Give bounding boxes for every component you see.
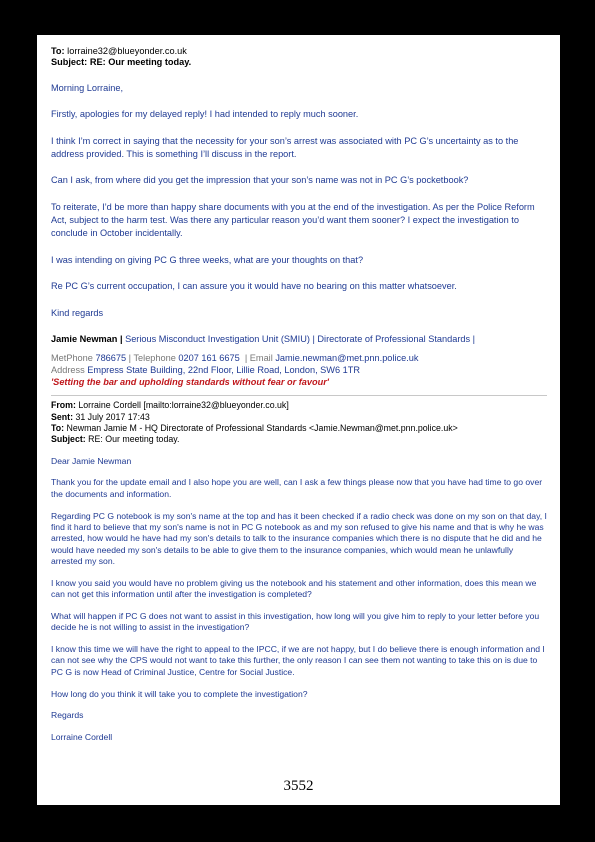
original-paragraph: What will happen if PC G does not want to assist in this investigation, how long will you give him to reply to your letter before you decide he is not willing to assist in the investigation? xyxy=(51,610,540,633)
original-sent-label: Sent: xyxy=(51,411,73,422)
original-subject-value: RE: Our meeting today. xyxy=(88,434,180,445)
original-paragraph: I know you said you would have no problem giving us the notebook and his statement and other information, does this mean we can not get this information until after the investigation is completed? xyxy=(51,577,537,599)
signature-contact-line: MetPhone 786675 | Telephone 0207 161 6675 | Email Jamie.newman@met.pnn.police.uk xyxy=(51,353,419,364)
original-paragraph: I know this time we will have the right to appeal to the IPCC, if we are not happy, but I do believe there is enough information and I can not see why the CPS would not want to take this further, the only reason I can see them not wanting to take this on is due to PC G is now Head of Criminal Justice, Centre for Social Justice. xyxy=(51,644,545,677)
metphone-label: MetPhone xyxy=(51,353,93,364)
reply-body xyxy=(51,82,547,320)
original-paragraph: Lorraine Cordell xyxy=(51,732,113,743)
original-to-value: Newman Jamie M - HQ Directorate of Professional Standards <Jamie.Newman@met.pnn.police.uk> xyxy=(66,422,458,433)
original-sent-value: 31 July 2017 17:43 xyxy=(75,411,150,422)
signature-name: Jamie Newman | xyxy=(51,334,123,345)
original-to-line xyxy=(51,423,547,434)
original-from-value: Lorraine Cordell [mailto:lorraine32@blueyonder.co.uk] xyxy=(78,400,289,411)
address-label: Address xyxy=(51,365,85,376)
reply-subject-value: RE: Our meeting today. xyxy=(89,57,192,68)
reply-to-label: To: xyxy=(51,46,65,56)
original-paragraph: How long do you think it will take you to complete the investigation? xyxy=(51,688,308,699)
original-from-label: From: xyxy=(51,400,76,411)
original-paragraph: Thank you for the update email and I also hope you are well, can I ask a few things please now that you have had time to go over the documents and information. xyxy=(51,477,543,499)
original-to-label: To: xyxy=(51,422,65,433)
original-subject-label: Subject: xyxy=(51,434,86,445)
signature-unit: Serious Misconduct Investigation Unit (SMIU) | Directorate of Professional Standards | xyxy=(122,334,476,345)
reply-paragraph: Kind regards xyxy=(51,307,104,318)
reply-paragraph: I was intending on giving PC G three weeks, what are your thoughts on that? xyxy=(51,254,364,265)
reply-paragraph: Firstly, apologies for my delayed reply! I had intended to reply much sooner. xyxy=(51,109,359,120)
original-sent-line xyxy=(51,412,547,423)
reply-to-line xyxy=(51,46,547,57)
metphone-value: 786675 xyxy=(95,353,127,364)
signature-motto: 'Setting the bar and upholding standards without fear or favour' xyxy=(51,377,329,388)
reply-header xyxy=(51,46,547,69)
address-value: Empress State Building, 22nd Floor, Lillie Road, London, SW6 1TR xyxy=(87,365,360,376)
reply-paragraph: Re PC G’s current occupation, I can assure you it would have no bearing on this matter whatsoever. xyxy=(51,281,457,292)
page-number: 3552 xyxy=(283,778,314,794)
original-subject-line xyxy=(51,434,547,445)
reply-subject-label: Subject: xyxy=(51,57,88,68)
original-body xyxy=(51,456,547,744)
telephone-label: Telephone xyxy=(133,353,176,364)
signature-address-line xyxy=(51,364,547,376)
email-value[interactable]: Jamie.newman@met.pnn.police.uk xyxy=(275,353,419,364)
original-from-line xyxy=(51,400,547,411)
reply-to-value: lorraine32@blueyonder.co.uk xyxy=(67,46,187,56)
reply-paragraph: Morning Lorraine, xyxy=(51,82,124,93)
email-label: Email xyxy=(249,353,273,364)
telephone-value: 0207 161 6675 xyxy=(178,353,240,364)
original-header xyxy=(51,400,547,445)
document-page xyxy=(37,35,560,805)
signature-name-line xyxy=(51,333,547,345)
original-paragraph: Regards xyxy=(51,710,84,721)
reply-paragraph: Can I ask, from where did you get the impression that your son’s name was not in PC G’s pocketbook? xyxy=(51,175,469,186)
email-signature xyxy=(51,333,547,388)
reply-paragraph: To reiterate, I’d be more than happy share documents with you at the end of the investigation. As per the Police Reform Act, subject to the harm test. Was there any particular reason you’d want them sooner? I expect the investigation to conclude in October incidentally. xyxy=(51,201,535,238)
reply-subject-line xyxy=(51,57,547,68)
original-paragraph: Dear Jamie Newman xyxy=(51,455,132,466)
reply-paragraph: I think I’m correct in saying that the necessity for your son’s arrest was associated with PC G’s uncertainty as to the address provided. This is something I’ll discuss in the report. xyxy=(51,135,519,159)
original-paragraph: Regarding PC G notebook is my son's name at the top and has it been checked if a radio check was done on my son on that day, I find it hard to believe that my son's name is not in PC G notebook as and my son refused to give his name and that is why he was arrested, how would he have had my son's details to talk to the insurance companies which there is no dispute that he did and he would have needed my son's details to be able to give them to the insurance companies, which would mean he unlawfully arrested my son. xyxy=(51,510,547,566)
message-separator xyxy=(51,395,547,396)
